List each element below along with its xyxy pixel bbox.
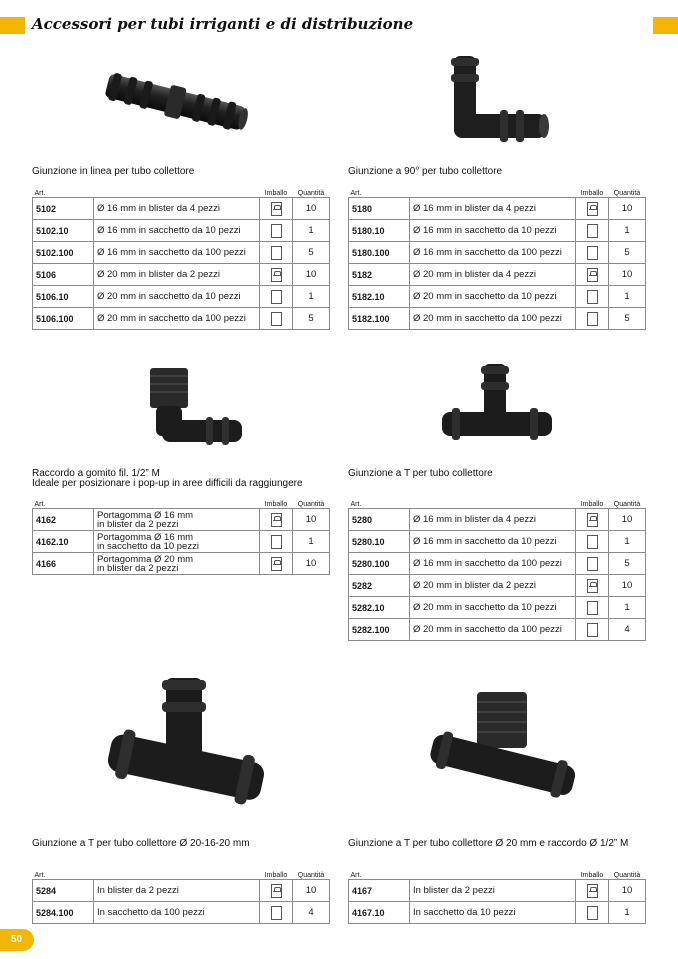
table-row: 5182.10 Ø 20 mm in sacchetto da 10 pezzi 1 (349, 286, 646, 308)
bag-pack-icon (271, 246, 282, 260)
blister-pack-icon (587, 268, 598, 282)
table-row: 5182.100 Ø 20 mm in sacchetto da 100 pezzi 5 (349, 308, 646, 330)
table-row: 4162 Portagomma Ø 16 mm in blister da 2 pezzi 10 (33, 509, 330, 531)
bag-pack-icon (587, 601, 598, 615)
col-header-imballo: Imballo (260, 495, 293, 509)
col-header-quantita: Quantità (609, 184, 646, 198)
section-caption: Giunzione a 90° per tubo collettore (348, 166, 503, 177)
blister-pack-icon (271, 557, 282, 571)
bag-pack-icon (587, 312, 598, 326)
section-subcaption: Ideale per posizionare i pop-up in aree difficili da raggiungere (32, 478, 303, 489)
bag-pack-icon (271, 535, 282, 549)
bag-pack-icon (587, 535, 598, 549)
col-header-art: Art. (349, 866, 410, 880)
bag-pack-icon (587, 290, 598, 304)
bag-pack-icon (271, 312, 282, 326)
table-row: 5282.100 Ø 20 mm in sacchetto da 100 pezzi 4 (349, 619, 646, 641)
section-caption: Giunzione in linea per tubo collettore (32, 166, 195, 177)
table-row: 5180.10 Ø 16 mm in sacchetto da 10 pezzi 1 (349, 220, 646, 242)
header-accent-right (653, 17, 678, 34)
table-row: 5106.10 Ø 20 mm in sacchetto da 10 pezzi 1 (33, 286, 330, 308)
table-row: 4162.10 Portagomma Ø 16 mm in sacchetto da 10 pezzi 1 (33, 531, 330, 553)
table-row: 5284.100 In sacchetto da 100 pezzi 4 (33, 902, 330, 924)
blister-pack-icon (271, 268, 282, 282)
spec-table (32, 866, 330, 924)
bag-pack-icon (271, 290, 282, 304)
col-header-quantita: Quantità (609, 866, 646, 880)
col-header-imballo: Imballo (576, 184, 609, 198)
col-header-quantita: Quantità (293, 184, 330, 198)
spec-table (32, 184, 330, 330)
table-row: 5102 Ø 16 mm in blister da 4 pezzi 10 (33, 198, 330, 220)
spec-table (348, 866, 646, 924)
col-header-imballo: Imballo (576, 866, 609, 880)
col-header-imballo: Imballo (576, 495, 609, 509)
table-row: 5282 Ø 20 mm in blister da 2 pezzi 10 (349, 575, 646, 597)
col-header-art: Art. (349, 184, 410, 198)
spec-table (348, 184, 646, 330)
table-row: 5106 Ø 20 mm in blister da 2 pezzi 10 (33, 264, 330, 286)
table-row: 4167.10 In sacchetto da 10 pezzi 1 (349, 902, 646, 924)
table-row: 5280 Ø 16 mm in blister da 4 pezzi 10 (349, 509, 646, 531)
col-header-imballo: Imballo (260, 866, 293, 880)
bag-pack-icon (587, 906, 598, 920)
col-header-art: Art. (33, 495, 94, 509)
table-row: 4166 Portagomma Ø 20 mm in blister da 2 pezzi 10 (33, 553, 330, 575)
table-row: 5284 In blister da 2 pezzi 10 (33, 880, 330, 902)
col-header-art: Art. (33, 866, 94, 880)
col-header-art: Art. (33, 184, 94, 198)
page-title: Accessori per tubi irriganti e di distribuzione (32, 15, 414, 33)
table-row: 5280.10 Ø 16 mm in sacchetto da 10 pezzi 1 (349, 531, 646, 553)
table-row: 5106.100 Ø 20 mm in sacchetto da 100 pezzi 5 (33, 308, 330, 330)
blister-pack-icon (587, 202, 598, 216)
product-image-90-coupling (440, 52, 552, 152)
product-image-inline-coupling (95, 68, 255, 138)
bag-pack-icon (271, 224, 282, 238)
blister-pack-icon (587, 579, 598, 593)
spec-table (348, 495, 646, 641)
table-row: 4167 In blister da 2 pezzi 10 (349, 880, 646, 902)
page-number: 50 (0, 929, 34, 951)
section-caption: Giunzione a T per tubo collettore (348, 468, 493, 479)
col-header-quantita: Quantità (293, 495, 330, 509)
col-header-imballo: Imballo (260, 184, 293, 198)
spec-table (32, 495, 330, 575)
section-caption: Raccordo a gomito fil. 1/2” M (32, 468, 160, 479)
bag-pack-icon (587, 557, 598, 571)
table-row: 5180.100 Ø 16 mm in sacchetto da 100 pezzi 5 (349, 242, 646, 264)
col-header-quantita: Quantità (293, 866, 330, 880)
blister-pack-icon (587, 884, 598, 898)
table-row: 5102.10 Ø 16 mm in sacchetto da 10 pezzi 1 (33, 220, 330, 242)
header-accent-left (0, 17, 25, 34)
product-image-t-coupling-20-16-20 (100, 672, 270, 812)
bag-pack-icon (587, 623, 598, 637)
product-image-elbow-threaded (140, 362, 250, 457)
section-caption: Giunzione a T per tubo collettore Ø 20-16-20 mm (32, 838, 250, 849)
table-row: 5280.100 Ø 16 mm in sacchetto da 100 pezzi 5 (349, 553, 646, 575)
table-row: 5282.10 Ø 20 mm in sacchetto da 10 pezzi 1 (349, 597, 646, 619)
table-row: 5182 Ø 20 mm in blister da 4 pezzi 10 (349, 264, 646, 286)
blister-pack-icon (587, 513, 598, 527)
table-row: 5102.100 Ø 16 mm in sacchetto da 100 pezzi 5 (33, 242, 330, 264)
table-row: 5180 Ø 16 mm in blister da 4 pezzi 10 (349, 198, 646, 220)
product-image-t-coupling-threaded (425, 688, 580, 813)
bag-pack-icon (587, 224, 598, 238)
blister-pack-icon (271, 513, 282, 527)
bag-pack-icon (271, 906, 282, 920)
section-caption: Giunzione a T per tubo collettore Ø 20 mm e raccordo Ø 1/2” M (348, 838, 629, 849)
blister-pack-icon (271, 884, 282, 898)
bag-pack-icon (587, 246, 598, 260)
product-image-t-coupling (438, 360, 556, 455)
col-header-quantita: Quantità (609, 495, 646, 509)
blister-pack-icon (271, 202, 282, 216)
col-header-art: Art. (349, 495, 410, 509)
